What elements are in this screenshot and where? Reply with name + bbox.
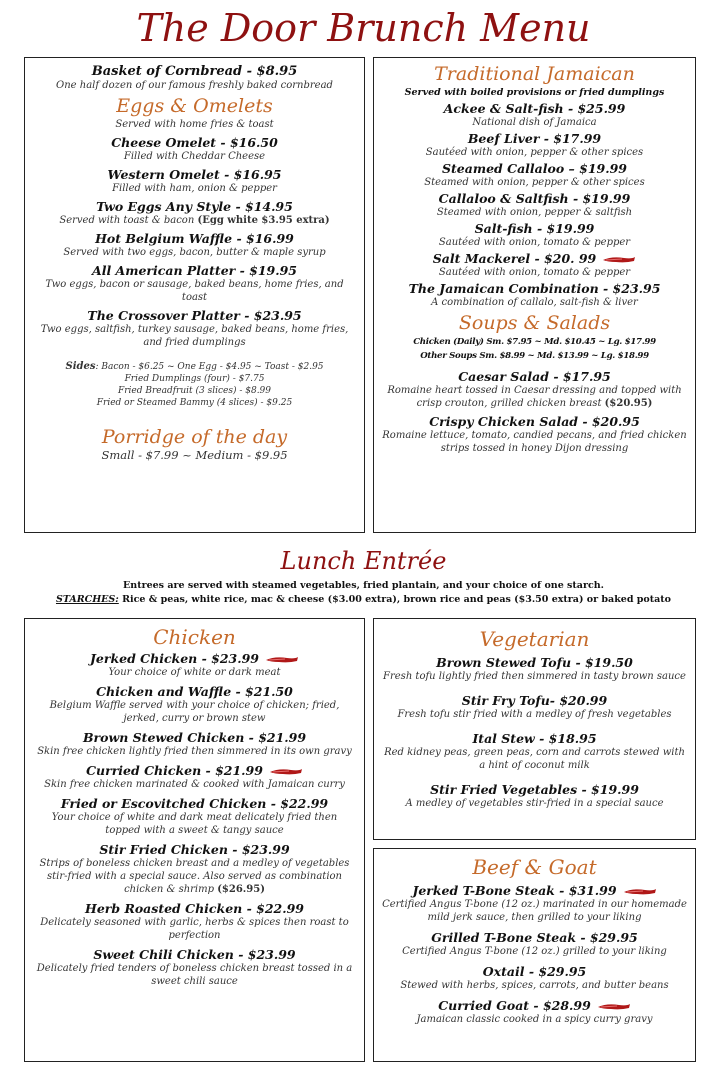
item-desc: Delicately fried tenders of boneless chicken breast tossed in a sweet chili sauce: [36, 963, 353, 987]
menu-item: [380, 131, 689, 159]
item-desc: Skin free chicken lightly fried then simmered in its own gravy: [37, 746, 352, 757]
chicken-soup-prices: Chicken (Daily) Sm. $7.95 ~ Md. $10.45 ~ Lg. $17.99: [413, 337, 656, 347]
pepper-icon: [265, 656, 299, 664]
menu-item: [380, 369, 689, 410]
lunch-starches: [0, 593, 727, 607]
item-name: Chicken and Waffle - $21.50: [96, 684, 293, 699]
other-soup-prices: Other Soups Sm. $8.99 ~ Md. $13.99 ~ Lg. $18.99: [420, 351, 649, 361]
menu-item: [35, 651, 354, 679]
item-name: The Crossover Platter - $23.95: [87, 308, 302, 323]
menu-item: [35, 901, 354, 942]
item-desc-text: Strips of boneless chicken breast and a medley of vegetables stir-fried with a special sauce. Also served as combination chicken & shrimp: [39, 858, 350, 895]
menu-item: [33, 167, 356, 195]
item-desc: Skin free chicken marinated & cooked with Jamaican curry: [44, 779, 345, 790]
item-name: [35, 763, 354, 778]
item-desc: [380, 384, 689, 410]
item-desc: Two eggs, saltfish, turkey sausage, baked beans, home fries, and fried dumplings: [40, 324, 349, 348]
menu-item: [382, 998, 687, 1026]
item-desc: Filled with ham, onion & pepper: [112, 183, 277, 194]
item-desc: Served with two eggs, bacon, butter & maple syrup: [63, 247, 326, 258]
pepper-icon: [597, 1003, 631, 1011]
item-desc: Sautéed with onion, tomato & pepper: [438, 267, 631, 278]
menu-item: [33, 199, 356, 227]
item-name: Caesar Salad - $17.95: [458, 369, 611, 384]
item-desc: Certified Angus T-bone (12 oz.) grilled to your liking: [402, 946, 667, 957]
item-name: Ital Stew - $18.95: [472, 731, 597, 746]
item-name: Oxtail - $29.95: [482, 964, 587, 979]
item-name-text: Jerked T-Bone Steak - $31.99: [412, 883, 617, 898]
item-desc-text: Served with toast & bacon: [59, 215, 195, 226]
menu-item: [380, 191, 689, 219]
porridge-prices: Small - $7.99 ~ Medium - $9.95: [101, 448, 288, 462]
menu-item: [382, 883, 687, 924]
item-name-text: Curried Goat - $28.99: [438, 998, 591, 1013]
menu-item: [380, 281, 689, 309]
item-name: Fried or Escovitched Chicken - $22.99: [60, 796, 329, 811]
item-desc: Fresh tofu stir fried with a medley of fresh vegetables: [397, 709, 672, 720]
item-name: All American Platter - $19.95: [92, 263, 297, 278]
item-name: Western Omelet - $16.95: [107, 167, 282, 182]
menu-item: [35, 842, 354, 896]
menu-item: [380, 221, 689, 249]
eggs-section-title: Eggs & Omelets: [116, 95, 273, 117]
menu-item: [382, 964, 687, 992]
item-name: Callaloo & Saltfish - $19.99: [438, 191, 631, 206]
menu-item: [33, 135, 356, 163]
item-name: Brown Stewed Chicken - $21.99: [82, 730, 307, 745]
beef-goat-title: Beef & Goat: [472, 855, 597, 879]
item-desc: Stewed with herbs, spices, carrots, and butter beans: [400, 980, 669, 991]
eggs-section-subtitle: Served with home fries & toast: [115, 119, 274, 130]
item-desc: A combination of callalo, salt-fish & liver: [431, 297, 638, 308]
starches-label: STARCHES:: [55, 594, 119, 605]
item-name: Hot Belgium Waffle - $16.99: [95, 231, 294, 246]
item-desc: Belgium Waffle served with your choice of chicken; fried, jerked, curry or brown stew: [49, 700, 340, 724]
item-name: [380, 251, 689, 266]
item-name: Stir Fried Chicken - $23.99: [99, 842, 290, 857]
item-desc: National dish of Jamaica: [472, 117, 597, 128]
brunch-left-panel: [24, 57, 365, 533]
beef-goat-panel: [373, 848, 696, 1062]
menu-item: [33, 231, 356, 259]
lunch-intro: Entrees are served with steamed vegetables, fried plantain, and your choice of one starch.: [123, 580, 604, 591]
menu-item: [380, 101, 689, 129]
item-desc: Sautéed with onion, pepper & other spices: [425, 147, 644, 158]
sides-line: Fried or Steamed Bammy (4 slices) - $9.25: [96, 398, 293, 408]
chicken-breast-price: ($20.95): [604, 398, 653, 409]
pepper-icon: [623, 888, 657, 896]
pepper-icon: [269, 768, 303, 776]
item-name: Brown Stewed Tofu - $19.50: [436, 655, 633, 670]
item-desc: Sautéed with onion, tomato & pepper: [438, 237, 631, 248]
item-desc: Steamed with onion, pepper & other spices: [424, 177, 645, 188]
item-desc: Steamed with onion, pepper & saltfish: [436, 207, 633, 218]
traditional-jamaican-panel: [373, 57, 696, 533]
menu-item: [382, 655, 687, 683]
item-name: Cheese Omelet - $16.50: [111, 135, 278, 150]
item-desc: [35, 857, 354, 896]
item-name: Sweet Chili Chicken - $23.99: [93, 947, 296, 962]
item-name: Two Eggs Any Style - $14.95: [96, 199, 293, 214]
menu-item: [35, 947, 354, 988]
item-name-text: Curried Chicken - $21.99: [86, 763, 263, 778]
chicken-title: Chicken: [153, 625, 236, 649]
item-name: [35, 651, 354, 666]
item-name: Steamed Callaloo – $19.99: [442, 161, 627, 176]
sides-label: Sides: [65, 361, 96, 372]
chicken-panel: [24, 618, 365, 1062]
vegetarian-panel: [373, 618, 696, 840]
item-name: Stir Fried Vegetables - $19.99: [430, 782, 639, 797]
vegetarian-title: Vegetarian: [479, 627, 590, 651]
sides-line: [33, 361, 356, 373]
menu-item: [382, 693, 687, 721]
traditional-jamaican-title: Traditional Jamaican: [434, 63, 635, 85]
menu-item: [35, 730, 354, 758]
soups-salads-title: Soups & Salads: [458, 312, 611, 334]
item-desc: Jamaican classic cooked in a spicy curry gravy: [416, 1014, 653, 1025]
item-name: Beef Liver - $17.99: [467, 131, 602, 146]
sides-line: Fried Dumplings (four) - $7.75: [124, 374, 265, 384]
item-desc: Filled with Cheddar Cheese: [123, 151, 266, 162]
item-name: Ackee & Salt-fish - $25.99: [443, 101, 626, 116]
item-name: Salt-fish - $19.99: [474, 221, 595, 236]
item-name-text: Jerked Chicken - $23.99: [90, 651, 259, 666]
item-name: Grilled T-Bone Steak - $29.95: [431, 930, 638, 945]
sides-line: Fried Breadfruit (3 slices) - $8.99: [117, 386, 272, 396]
item-desc: Your choice of white or dark meat: [108, 667, 281, 678]
item-name: [382, 998, 687, 1013]
menu-item: [33, 263, 356, 304]
menu-item: [380, 414, 689, 455]
porridge-section-title: Porridge of the day: [101, 426, 288, 448]
menu-item: [380, 251, 689, 279]
item-desc: Your choice of white and dark meat delicately fried then topped with a sweet & tangy sauce: [51, 812, 338, 836]
item-desc: Two eggs, bacon or sausage, baked beans, home fries, and toast: [45, 279, 344, 303]
item-name: Herb Roasted Chicken - $22.99: [85, 901, 304, 916]
item-desc: Romaine lettuce, tomato, candied pecans, and fried chicken strips tossed in honey Dijon dressing: [382, 430, 687, 454]
item-name: Stir Fry Tofu- $20.99: [461, 693, 608, 708]
menu-item: [35, 796, 354, 837]
item-desc-text: Romaine heart tossed in Caesar dressing and topped with crisp crouton, grilled chicken breast: [387, 385, 682, 409]
item-desc: [33, 214, 356, 227]
menu-item: [33, 308, 356, 349]
menu-item: [382, 731, 687, 772]
menu-item: [382, 930, 687, 958]
item-desc: Certified Angus T-bone (12 oz.) marinated in our homemade mild jerk sauce, then grilled to your liking: [382, 899, 687, 923]
menu-item: [35, 763, 354, 791]
combination-price: ($26.95): [217, 884, 265, 895]
item-name: Crispy Chicken Salad - $20.95: [429, 414, 640, 429]
item-name: The Jamaican Combination - $23.95: [408, 281, 661, 296]
traditional-subtitle: Served with boiled provisions or fried dumplings: [404, 87, 665, 98]
item-desc: Red kidney peas, green peas, corn and carrots stewed with a hint of coconut milk: [384, 747, 685, 771]
item-desc: A medley of vegetables stir-fried in a special sauce: [405, 798, 664, 809]
item-desc: Fresh tofu lightly fried then simmered in tasty brown sauce: [383, 671, 686, 682]
lunch-title: Lunch Entrée: [280, 547, 447, 575]
pepper-icon: [602, 256, 636, 264]
menu-item: [382, 782, 687, 810]
egg-white-extra: (Egg white $3.95 extra): [197, 215, 330, 226]
lunch-header: [0, 547, 727, 607]
cornbread-name: Basket of Cornbread - $8.95: [91, 64, 298, 79]
item-name: [382, 883, 687, 898]
page-title: The Door Brunch Menu: [136, 6, 591, 50]
menu-item: [35, 684, 354, 725]
item-name-text: Salt Mackerel - $20. 99: [432, 251, 597, 266]
sides-first-line: : Bacon - $6.25 ~ One Egg - $4.95 ~ Toast - $2.95: [95, 362, 324, 372]
menu-item: [380, 161, 689, 189]
cornbread-desc: One half dozen of our famous freshly baked cornbread: [56, 80, 333, 91]
item-desc: Delicately seasoned with garlic, herbs & spices then roast to perfection: [40, 917, 349, 941]
starches-text: Rice & peas, white rice, mac & cheese ($3.00 extra), brown rice and peas ($3.50 extra) or baked potato: [118, 594, 672, 605]
sides-list: [33, 361, 356, 409]
